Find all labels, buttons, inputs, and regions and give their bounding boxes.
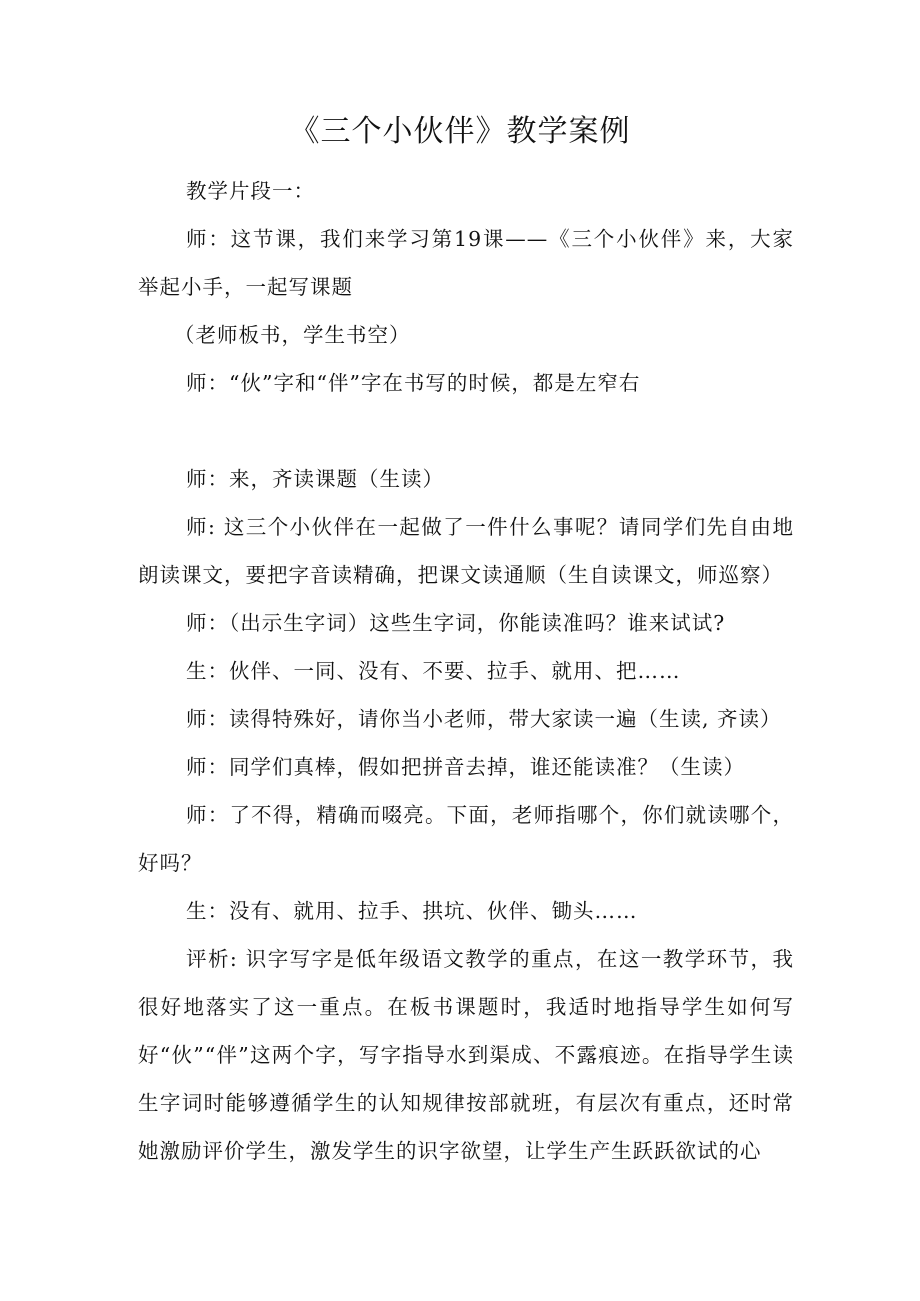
- paragraph: 师: 这三个小伙伴在一起做了一件什么事呢？请同学们先自由地朗读课文，要把字音读精确，把课文读通顺（生自读课文，师巡察）: [138, 515, 794, 587]
- paragraph: 师：（出示生字词）这些生字词，你能读准吗？谁来试试?: [186, 611, 726, 635]
- paragraph: 师：来，齐读课题（生读）: [186, 467, 444, 491]
- paragraph-stage-direction: （老师板书，学生书空）: [174, 323, 411, 347]
- paragraph: 师：“伙”字和“伴”字在书写的时候，都是左窄右: [186, 371, 641, 395]
- paragraph: 师：这节课，我们来学习第19课——《三个小伙伴》来，大家举起小手，一起写课题: [138, 227, 794, 299]
- section-heading: 教学片段一：: [186, 179, 315, 203]
- commentary-paragraph: 评析: 识字写字是低年级语文教学的重点，在这一教学环节，我很好地落实了这一重点。在板书课题时，我适时地指导学生如何写好“伙”“伴”这两个字，写字指导水到渠成、不露痕迹。在指导学生读生字词时能够遵循学生的认知规律按部就班，有层次有重点，还时常她激励评价学生，激发学生的识字欲望，让学生产生跃跃欲试的心: [138, 947, 794, 1163]
- blank-line: [138, 407, 794, 455]
- paragraph: 生：没有、就用、拉手、拱坑、伙伴、锄头……: [186, 899, 638, 923]
- paragraph: 生：伙伴、一同、没有、不要、拉手、就用、把……: [186, 659, 681, 683]
- paragraph: 师：同学们真棒，假如把拼音去掉，谁还能读准？（生读）: [186, 755, 745, 779]
- document-title: 《三个小伙伴》教学案例: [289, 114, 631, 149]
- document-body: [138, 167, 794, 1175]
- paragraph: 师：了不得，精确而啜亮。下面，老师指哪个，你们就读哪个，好吗？: [138, 803, 794, 875]
- paragraph: 师：读得特殊好，请你当小老师，带大家读一遍（生读, 齐读）: [186, 707, 782, 731]
